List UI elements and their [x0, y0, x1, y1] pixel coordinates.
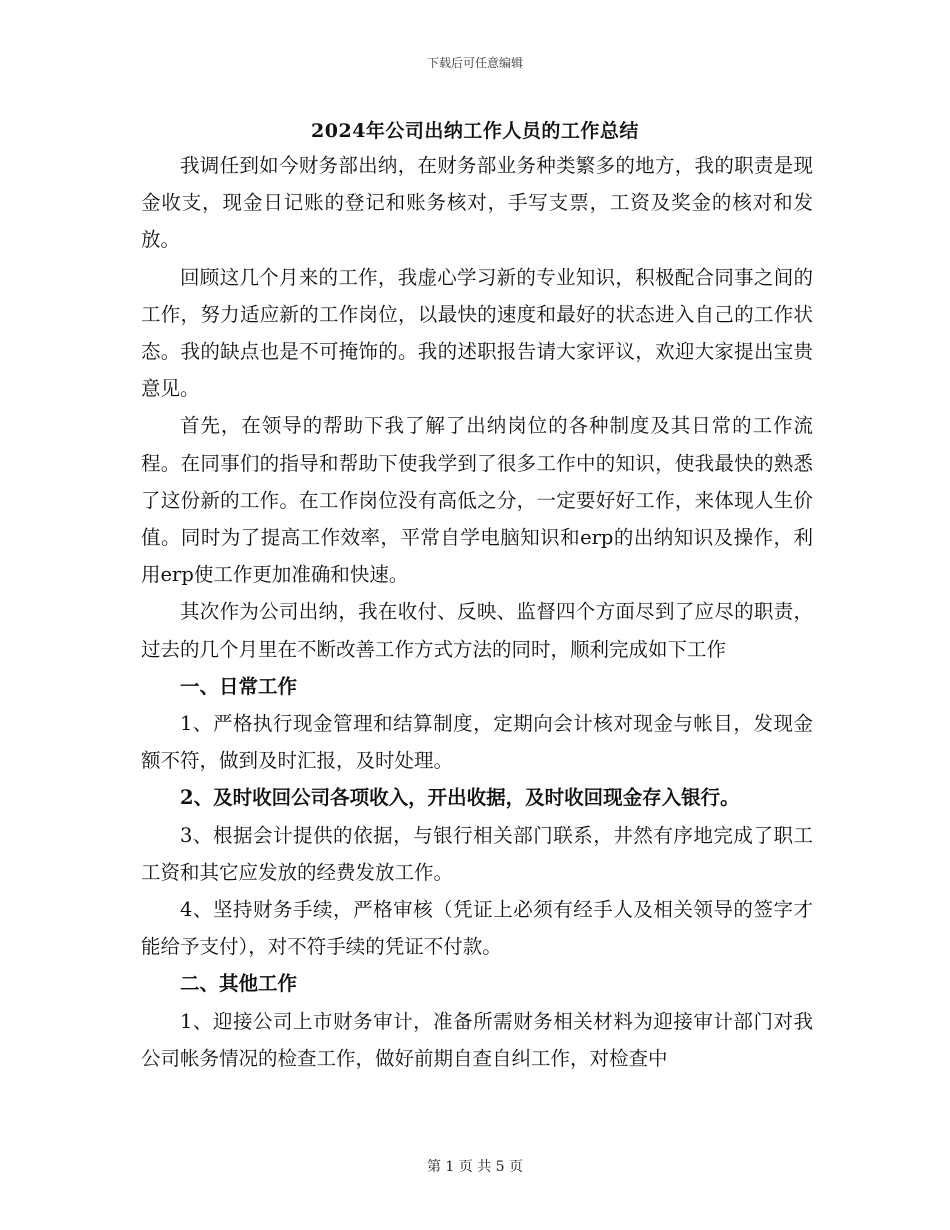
document-title: 2024年公司出纳工作人员的工作总结 — [311, 120, 639, 142]
document-body — [141, 147, 813, 1077]
header-note: 下载后可任意编辑 — [426, 56, 523, 70]
list-item-other-1: 1、迎接公司上市财务审计，准备所需财务相关材料为迎接审计部门对我公司帐务情况的检查工作，做好前期自查自纠工作，对检查中 — [141, 1009, 813, 1070]
list-item-1: 1、严格执行现金管理和结算制度，定期向会计核对现金与帐目，发现金额不符，做到及时汇报，及时处理。 — [141, 712, 813, 773]
list-item-3: 3、根据会计提供的依据，与银行相关部门联系，井然有序地完成了职工工资和其它应发放的经费发放工作。 — [141, 823, 813, 884]
list-item-4: 4、坚持财务手续，严格审核（凭证上必须有经手人及相关领导的签字才能给予支付），对不符手续的凭证不付款。 — [141, 898, 813, 959]
page-number: 第 1 页 共 5 页 — [426, 1159, 524, 1175]
section-heading-other-work: 二、其他工作 — [180, 972, 298, 996]
paragraph-intro: 我调任到如今财务部出纳，在财务部业务种类繁多的地方，我的职责是现金收支，现金日记账的登记和账务核对，手写支票，工资及奖金的核对和发放。 — [141, 154, 813, 252]
section-heading-daily-work: 一、日常工作 — [180, 674, 298, 698]
list-item-2: 2、及时收回公司各项收入，开出收据，及时收回现金存入银行。 — [180, 786, 740, 810]
paragraph-review: 回顾这几个月来的工作，我虚心学习新的专业知识，积极配合同事之间的工作，努力适应新的工作岗位，以最快的速度和最好的状态进入自己的工作状态。我的缺点也是不可掩饰的。我的述职报告请大家评议，欢迎大家提出宝贵意见。 — [141, 265, 813, 401]
paragraph-second: 其次作为公司出纳，我在收付、反映、监督四个方面尽到了应尽的职责，过去的几个月里在不断改善工作方式方法的同时，顺利完成如下工作 — [141, 600, 813, 661]
paragraph-first: 首先，在领导的帮助下我了解了出纳岗位的各种制度及其日常的工作流程。在同事们的指导和帮助下使我学到了很多工作中的知识，使我最快的熟悉了这份新的工作。在工作岗位没有高低之分，一定要好好工作，来体现人生价值。同时为了提高工作效率，平常自学电脑知识和erp的出纳知识及操作，利用erp使工作更加准确和快速。 — [141, 414, 813, 587]
